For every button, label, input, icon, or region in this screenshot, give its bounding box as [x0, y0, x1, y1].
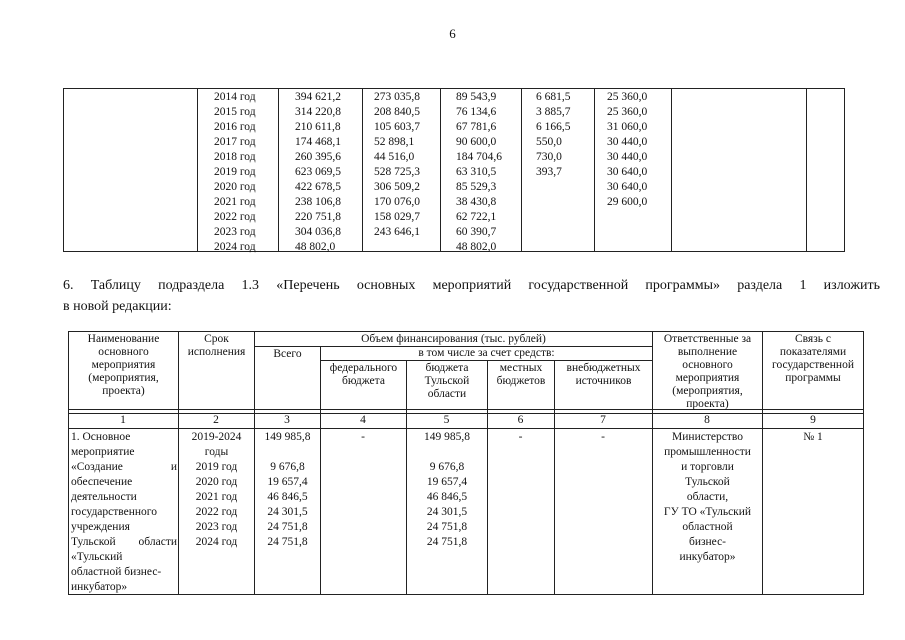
responsible-line: ГУ ТО «Тульский — [663, 506, 752, 518]
regional-value: 149 985,8 — [424, 431, 470, 443]
funding-cell: 6 681,5 — [536, 91, 571, 103]
total-value: 149 985,8 — [264, 431, 311, 443]
funding-cell: 170 076,0 — [374, 196, 420, 208]
total-cell: 623 069,5 — [295, 166, 341, 178]
column-number: 3 — [284, 414, 290, 426]
header-local: местных бюджетов — [496, 362, 546, 387]
responsible-line: областной — [682, 521, 733, 533]
total-cell: 220 751,8 — [295, 211, 341, 223]
total-cell: 174 468,1 — [295, 136, 341, 148]
measure-name-line: «Создание и — [71, 461, 177, 473]
measure-name-line: Тульской области — [71, 536, 177, 548]
table-row — [64, 165, 844, 180]
funding-cell: 158 029,7 — [374, 211, 420, 223]
column-number: 6 — [517, 414, 524, 426]
year-cell: 2024 год — [214, 241, 256, 253]
measure-name-line: 1. Основное — [71, 431, 131, 443]
total-value: 24 751,8 — [267, 521, 308, 533]
header-extra: внебюджетных источников — [566, 362, 641, 387]
table-row — [64, 195, 844, 210]
term-line: 2019-2024 — [191, 431, 242, 443]
table-row — [64, 90, 844, 105]
responsible-line: Министерство — [672, 431, 743, 443]
year-cell: 2016 год — [214, 121, 256, 133]
funding-cell: 63 310,5 — [456, 166, 497, 178]
funding-cell: 67 781,6 — [456, 121, 497, 133]
year-cell: 2022 год — [214, 211, 256, 223]
funding-cell: 31 060,0 — [607, 121, 648, 133]
responsible-line: области, — [686, 491, 729, 503]
regional-value: 24 751,8 — [426, 521, 468, 533]
header-federal: федерального бюджета — [329, 362, 398, 387]
header-responsible: Ответственные за выполнение основного мероприятия (мероприятия, проекта) — [663, 333, 752, 410]
funding-cell: 393,7 — [536, 166, 562, 178]
extra-cell: - — [601, 431, 605, 443]
responsible-line: Тульской — [685, 476, 730, 488]
total-cell: 210 611,8 — [295, 121, 341, 133]
column-number: 8 — [704, 414, 710, 426]
year-cell: 2014 год — [214, 91, 256, 103]
column-number: 2 — [213, 414, 219, 426]
column-number: 1 — [120, 414, 126, 426]
funding-cell: 6 166,5 — [536, 121, 571, 133]
measure-name-line: «Тульский — [71, 551, 123, 563]
link-cell: № 1 — [803, 431, 823, 443]
table-row — [64, 105, 844, 120]
funding-cell: 30 440,0 — [607, 136, 648, 148]
year-cell: 2018 год — [214, 151, 256, 163]
funding-cell: 76 134,6 — [456, 106, 497, 118]
header-name: Наименование основного мероприятия (мероприятия, проекта) — [87, 333, 160, 397]
total-value: 46 846,5 — [267, 491, 308, 503]
regional-value: 24 301,5 — [426, 506, 468, 518]
federal-cell: - — [361, 431, 365, 443]
term-line: 2019 год — [195, 461, 238, 473]
funding-cell: 730,0 — [536, 151, 562, 163]
funding-cell: 30 440,0 — [607, 151, 648, 163]
total-cell: 48 802,0 — [295, 241, 336, 253]
year-cell: 2019 год — [214, 166, 256, 178]
total-value: 19 657,4 — [267, 476, 308, 488]
funding-cell: 85 529,3 — [456, 181, 497, 193]
page-number: 6 — [449, 26, 456, 41]
measure-name-line: обеспечение — [71, 476, 133, 488]
total-cell: 394 621,2 — [295, 91, 341, 103]
column-number: 9 — [810, 414, 816, 426]
funding-cell: 105 603,7 — [374, 121, 420, 133]
paragraph-line-1: 6. Таблицу подраздела 1.3 «Перечень основных мероприятий государственной программы» раздела 1 изложить — [63, 278, 880, 293]
column-number: 7 — [600, 414, 606, 426]
measures-table — [68, 331, 864, 595]
year-cell: 2015 год — [214, 106, 256, 118]
funding-cell: 528 725,3 — [374, 166, 420, 178]
year-cell: 2023 год — [214, 226, 256, 238]
funding-cell: 48 802,0 — [456, 241, 497, 253]
funding-cell: 3 885,7 — [536, 106, 571, 118]
table-row — [64, 240, 844, 255]
header-term: Срок исполнения — [187, 333, 246, 358]
header-total: Всего — [273, 348, 302, 360]
total-value: 9 676,8 — [270, 461, 305, 473]
funding-cell: 30 640,0 — [607, 166, 648, 178]
regional-value: 46 846,5 — [426, 491, 468, 503]
funding-cell: 550,0 — [536, 136, 562, 148]
measure-name-line: учреждения — [71, 521, 130, 533]
responsible-line: инкубатор» — [679, 551, 736, 563]
funding-cell: 306 509,2 — [374, 181, 420, 193]
responsible-line: промышленности — [664, 446, 751, 458]
funding-cell: 25 360,0 — [607, 106, 648, 118]
regional-value: 19 657,4 — [426, 476, 468, 488]
measure-name-line: инкубатор» — [71, 581, 128, 593]
term-line: 2022 год — [195, 506, 238, 518]
year-cell: 2017 год — [214, 136, 256, 148]
table-row — [64, 210, 844, 225]
table-row — [64, 135, 844, 150]
header-link: Связь с показателями государственной программы — [772, 333, 854, 384]
responsible-line: бизнес- — [688, 536, 727, 548]
total-value: 24 751,8 — [267, 536, 308, 548]
funding-cell: 90 600,0 — [456, 136, 497, 148]
column-number: 5 — [443, 414, 450, 426]
table-row — [64, 120, 844, 135]
funding-cell: 29 600,0 — [607, 196, 648, 208]
measure-name-line: мероприятие — [71, 446, 135, 458]
term-line: 2020 год — [195, 476, 238, 488]
year-cell: 2021 год — [214, 196, 256, 208]
total-cell: 314 220,8 — [295, 106, 341, 118]
header-funding: Объем финансирования (тыс. рублей) — [361, 333, 546, 345]
term-line: 2024 год — [195, 536, 238, 548]
table-row — [64, 225, 844, 240]
measure-name-line: государственного — [71, 506, 157, 518]
header-including: в том числе за счет средств: — [418, 347, 555, 359]
funding-cell: 208 840,5 — [374, 106, 420, 118]
funding-cell: 243 646,1 — [374, 226, 420, 238]
table-row — [64, 180, 844, 195]
local-cell: - — [518, 431, 523, 443]
year-cell: 2020 год — [214, 181, 256, 193]
funding-cell: 60 390,7 — [456, 226, 497, 238]
measure-name-line: областной бизнес- — [71, 566, 162, 578]
funding-by-year-table — [63, 88, 845, 252]
header-regional: бюджета Тульской области — [424, 362, 470, 400]
funding-cell: 62 722,1 — [456, 211, 497, 223]
column-number: 4 — [360, 414, 366, 426]
total-cell: 238 106,8 — [295, 196, 341, 208]
term-line: 2023 год — [195, 521, 238, 533]
funding-cell: 52 898,1 — [374, 136, 415, 148]
table-row — [64, 150, 844, 165]
funding-cell: 89 543,9 — [456, 91, 497, 103]
total-cell: 422 678,5 — [295, 181, 341, 193]
funding-cell: 25 360,0 — [607, 91, 648, 103]
funding-cell: 30 640,0 — [607, 181, 648, 193]
paragraph-line-2: в новой редакции: — [63, 299, 172, 314]
funding-cell: 273 035,8 — [374, 91, 420, 103]
term-line: 2021 год — [195, 491, 238, 503]
responsible-line: и торговли — [681, 461, 734, 473]
measure-name-line: деятельности — [71, 491, 137, 503]
total-cell: 304 036,8 — [295, 226, 341, 238]
funding-cell: 38 430,8 — [456, 196, 497, 208]
funding-cell: 184 704,6 — [456, 151, 502, 163]
total-cell: 260 395,6 — [295, 151, 341, 163]
regional-value: 9 676,8 — [429, 461, 465, 473]
term-line: годы — [204, 446, 229, 458]
funding-cell: 44 516,0 — [374, 151, 415, 163]
regional-value: 24 751,8 — [426, 536, 468, 548]
total-value: 24 301,5 — [267, 506, 308, 518]
